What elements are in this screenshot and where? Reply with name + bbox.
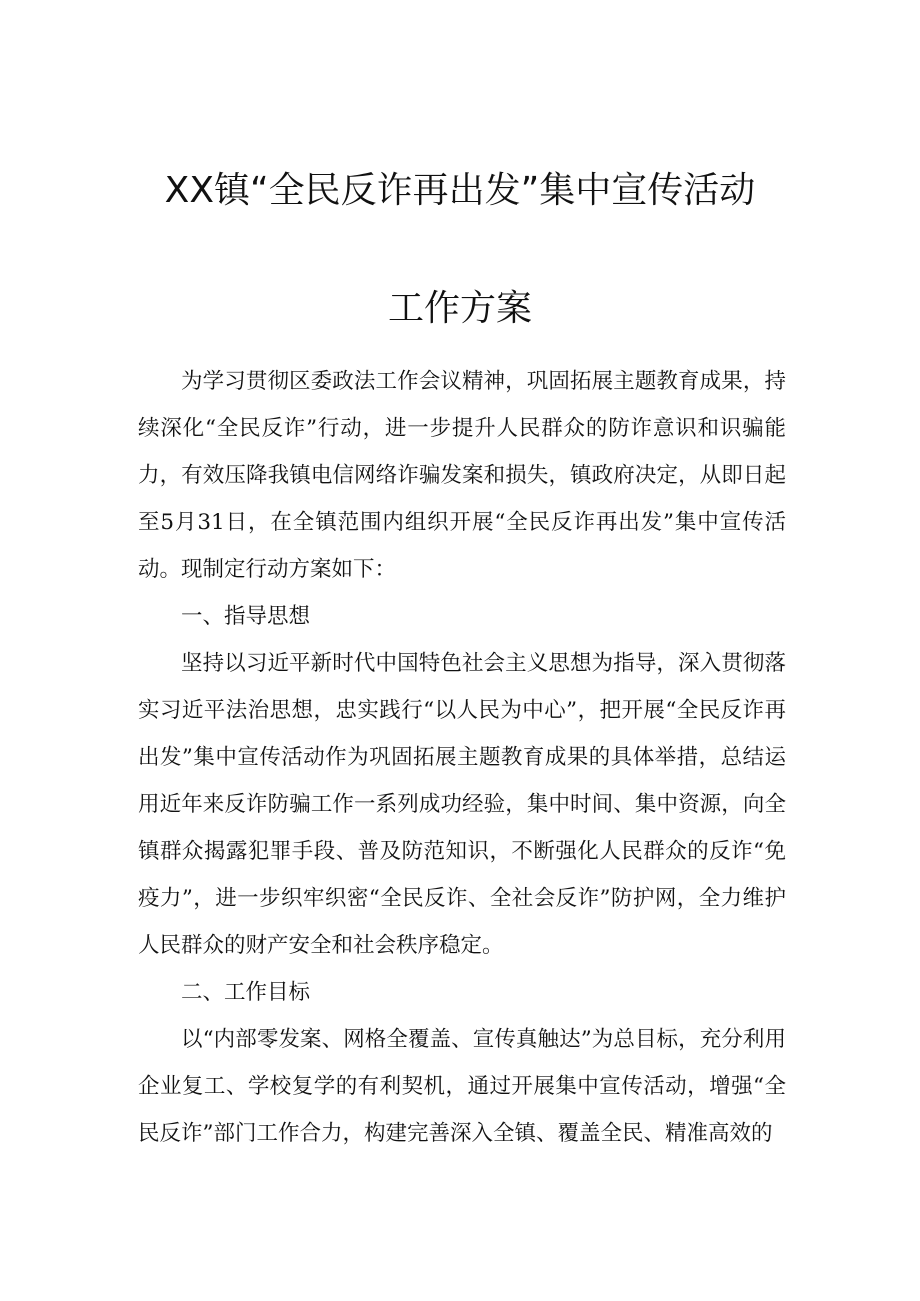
document-body (138, 358, 786, 1157)
document-title-line1: XX镇“全民反诈再出发”集中宣传活动 (164, 170, 756, 211)
section2-paragraph: 以“内部零发案、网格全覆盖、宣传真触达”为总目标，充分利用企业复工、学校复学的有利契机，通过开展集中宣传活动，增强“全民反诈”部门工作合力，构建完善深入全镇、覆盖全民、精准高效的 (138, 1027, 786, 1146)
section1-heading: 一、指导思想 (181, 604, 311, 629)
section2-heading: 二、工作目标 (181, 980, 311, 1005)
intro-paragraph: 为学习贯彻区委政法工作会议精神，巩固拓展主题教育成果，持续深化“全民反诈”行动，进一步提升人民群众的防诈意识和识骗能力，有效压降我镇电信网络诈骗发案和损失，镇政府决定，从即日起至5月31日，在全镇范围内组织开展“全民反诈再出发”集中宣传活动。现制定行动方案如下： (138, 369, 786, 582)
document-title-line2: 工作方案 (387, 288, 532, 329)
section1-paragraph: 坚持以习近平新时代中国特色社会主义思想为指导，深入贯彻落实习近平法治思想，忠实践行“以人民为中心”，把开展“全民反诈再出发”集中宣传活动作为巩固拓展主题教育成果的具体举措，总结运用近年来反诈防骗工作一系列成功经验，集中时间、集中资源，向全镇群众揭露犯罪手段、普及防范知识，不断强化人民群众的反诈“免疫力”，进一步织牢织密“全民反诈、全社会反诈”防护网，全力维护人民群众的财产安全和社会秩序稳定。 (138, 651, 786, 958)
